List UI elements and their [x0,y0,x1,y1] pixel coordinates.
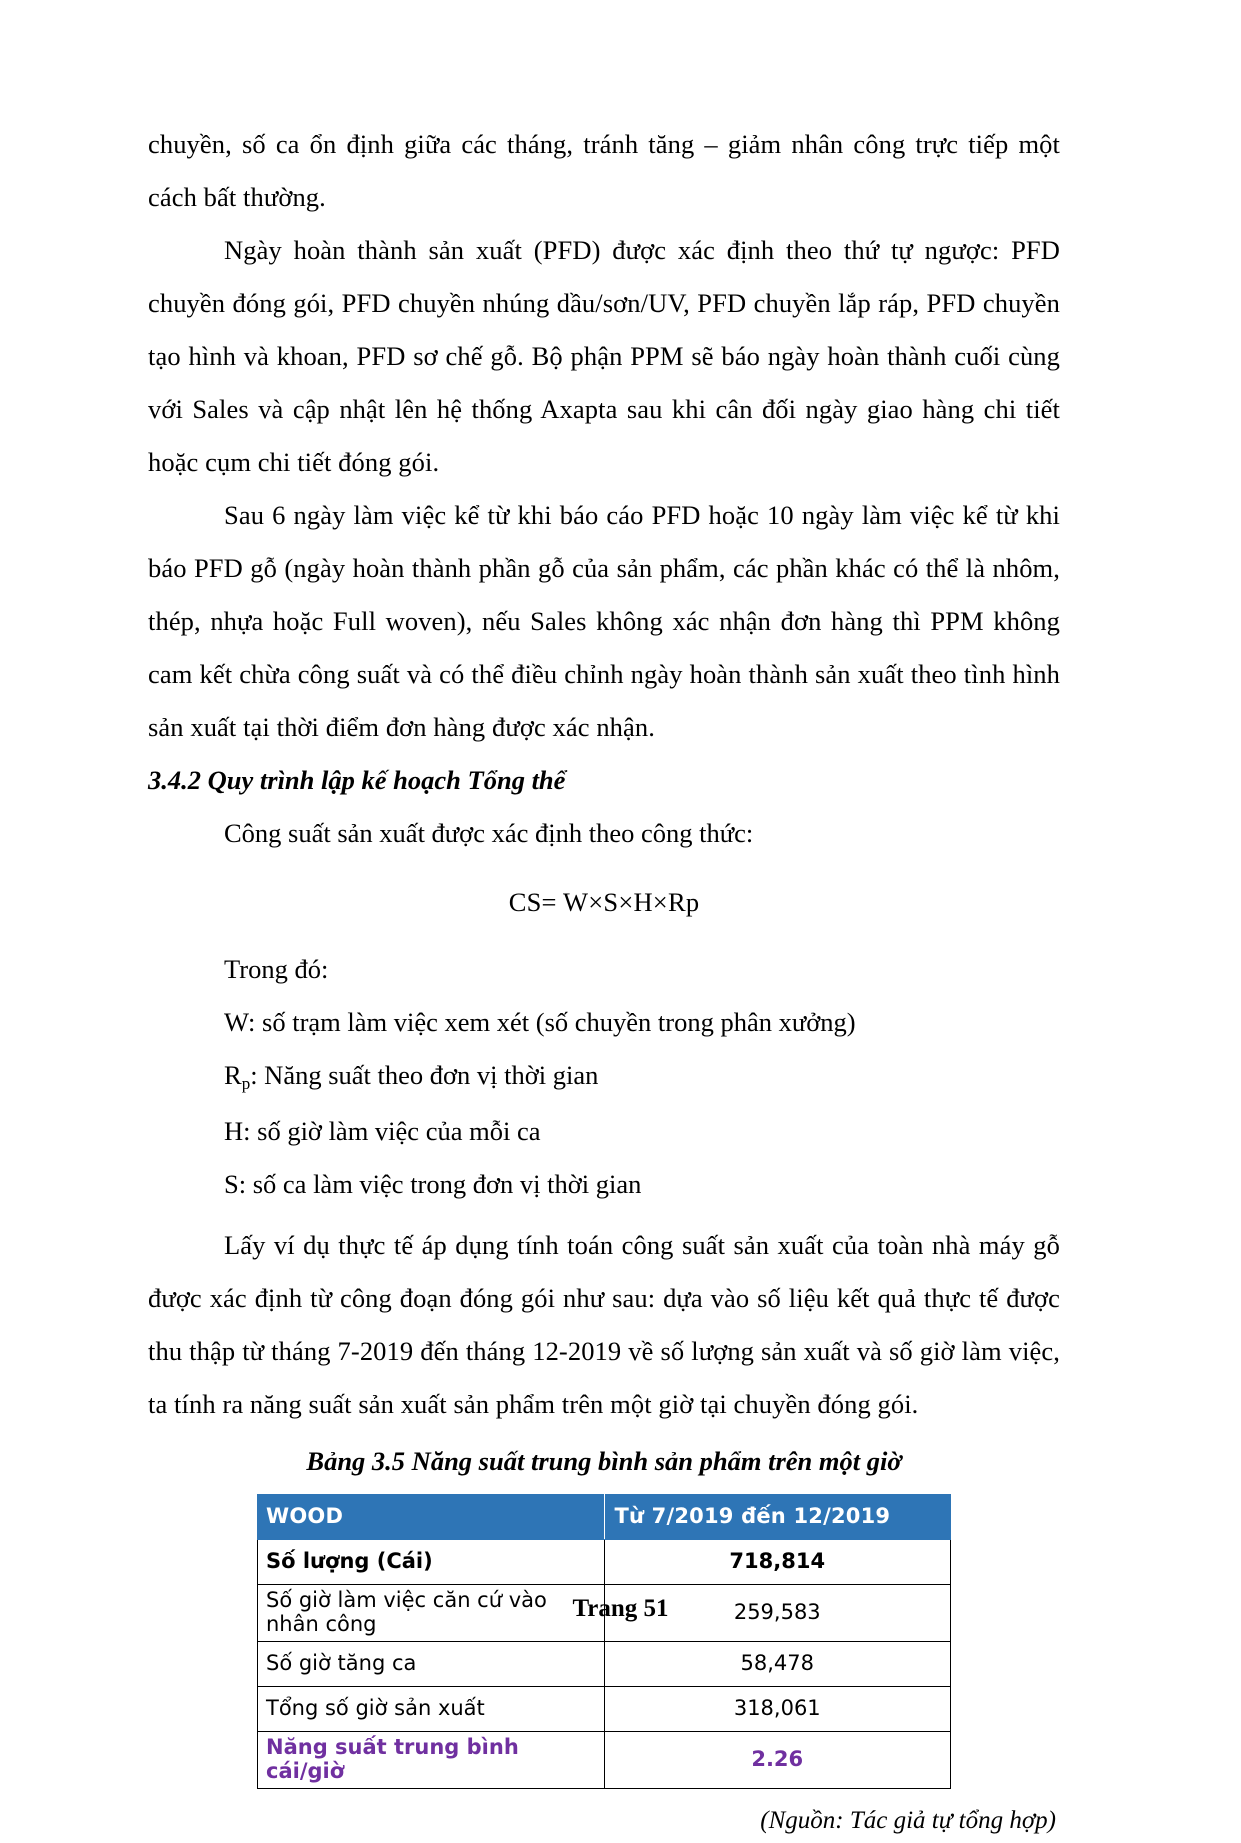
table-container [257,1488,951,1789]
table-cell-label: Năng suất trung bình cái/giờ [258,1732,605,1789]
where-label: Trong đó: [224,954,329,984]
table-caption: Bảng 3.5 Năng suất trung bình sản phẩm trên một giờ [306,1446,902,1476]
definition-rp-symbol: R [224,1060,242,1090]
source-note: (Nguồn: Tác giả tự tổng hợp) [760,1807,1056,1834]
table-head [258,1495,951,1540]
table-row [258,1642,951,1687]
definition-s [148,1158,1060,1211]
table-cell-label: Số giờ tăng ca [258,1642,605,1687]
definition-rp-text: : Năng suất theo đơn vị thời gian [250,1060,599,1090]
definition-h-text: : số giờ làm việc của mỗi ca [243,1116,541,1146]
formula-intro-line: Công suất sản xuất được xác định theo công thức: [224,818,754,848]
table-cell-value: 58,478 [604,1642,951,1687]
definition-w-text: : số trạm làm việc xem xét (số chuyền trong phân xưởng) [248,1007,856,1037]
table-body [258,1540,951,1789]
table-cell-label: Số lượng (Cái) [258,1540,605,1585]
table-cell-value: 259,583 [604,1585,951,1642]
table-row-highlight [258,1732,951,1789]
paragraph-1: chuyền, số ca ổn định giữa các tháng, tránh tăng – giảm nhân công trực tiếp một cách bất thường. [148,129,1060,212]
definition-w [148,996,1060,1049]
table-cell-value: 318,061 [604,1687,951,1732]
table-cell-value: 2.26 [604,1732,951,1789]
table-cell-value: 718,814 [604,1540,951,1585]
definition-h-symbol: H [224,1116,244,1146]
table-cell-label: Số giờ làm việc căn cứ vào nhân công [258,1585,605,1642]
spacer [148,1211,1060,1219]
definition-list [148,943,1060,1211]
table-header-row [258,1495,951,1540]
definition-rp-subscript: p [241,1074,251,1093]
definition-w-symbol: W [224,1007,249,1037]
definition-s-text: : số ca làm việc trong đơn vị thời gian [238,1169,642,1199]
table-header-period: Từ 7/2019 đến 12/2019 [604,1495,951,1540]
page-content [148,118,1060,1843]
capacity-formula: CS= W×S×H×Rp [508,887,700,917]
paragraph-3: Sau 6 ngày làm việc kể từ khi báo cáo PFD hoặc 10 ngày làm việc kể từ khi báo PFD gỗ (ngày hoàn thành phần gỗ của sản phẩm, các phần khác có thể là nhôm, thép, nhựa hoặc Full woven), nếu Sales không xác nhận đơn hàng thì PPM không cam kết chừa công suất và có thể điều chỉnh ngày hoàn thành sản xuất theo tình hình sản xuất tại thời điểm đơn hàng được xác nhận. [148,500,1060,742]
definition-h [148,1105,1060,1158]
productivity-table [257,1494,951,1789]
table-row [258,1540,951,1585]
table-cell-label: Tổng số giờ sản xuất [258,1687,605,1732]
section-heading-342: 3.4.2 Quy trình lập kế hoạch Tổng thể [148,765,566,795]
page-footer: Trang 51 [572,1595,669,1622]
table-row [258,1687,951,1732]
paragraph-2: Ngày hoàn thành sản xuất (PFD) được xác định theo thứ tự ngược: PFD chuyền đóng gói, PFD chuyền nhúng dầu/sơn/UV, PFD chuyền lắp ráp, PFD chuyền tạo hình và khoan, PFD sơ chế gỗ. Bộ phận PPM sẽ báo ngày hoàn thành cuối cùng với Sales và cập nhật lên hệ thống Axapta sau khi cân đối ngày giao hàng chi tiết hoặc cụm chi tiết đóng gói. [148,235,1060,477]
definition-s-symbol: S [224,1169,239,1199]
example-paragraph: Lấy ví dụ thực tế áp dụng tính toán công suất sản xuất của toàn nhà máy gỗ được xác định từ công đoạn đóng gói như sau: dựa vào số liệu kết quả thực tế được thu thập từ tháng 7-2019 đến tháng 12-2019 về số lượng sản xuất và số giờ làm việc, ta tính ra năng suất sản xuất sản phẩm trên một giờ tại chuyền đóng gói. [148,1230,1060,1419]
definition-rp [148,1049,1060,1105]
table-header-wood: WOOD [258,1495,605,1540]
